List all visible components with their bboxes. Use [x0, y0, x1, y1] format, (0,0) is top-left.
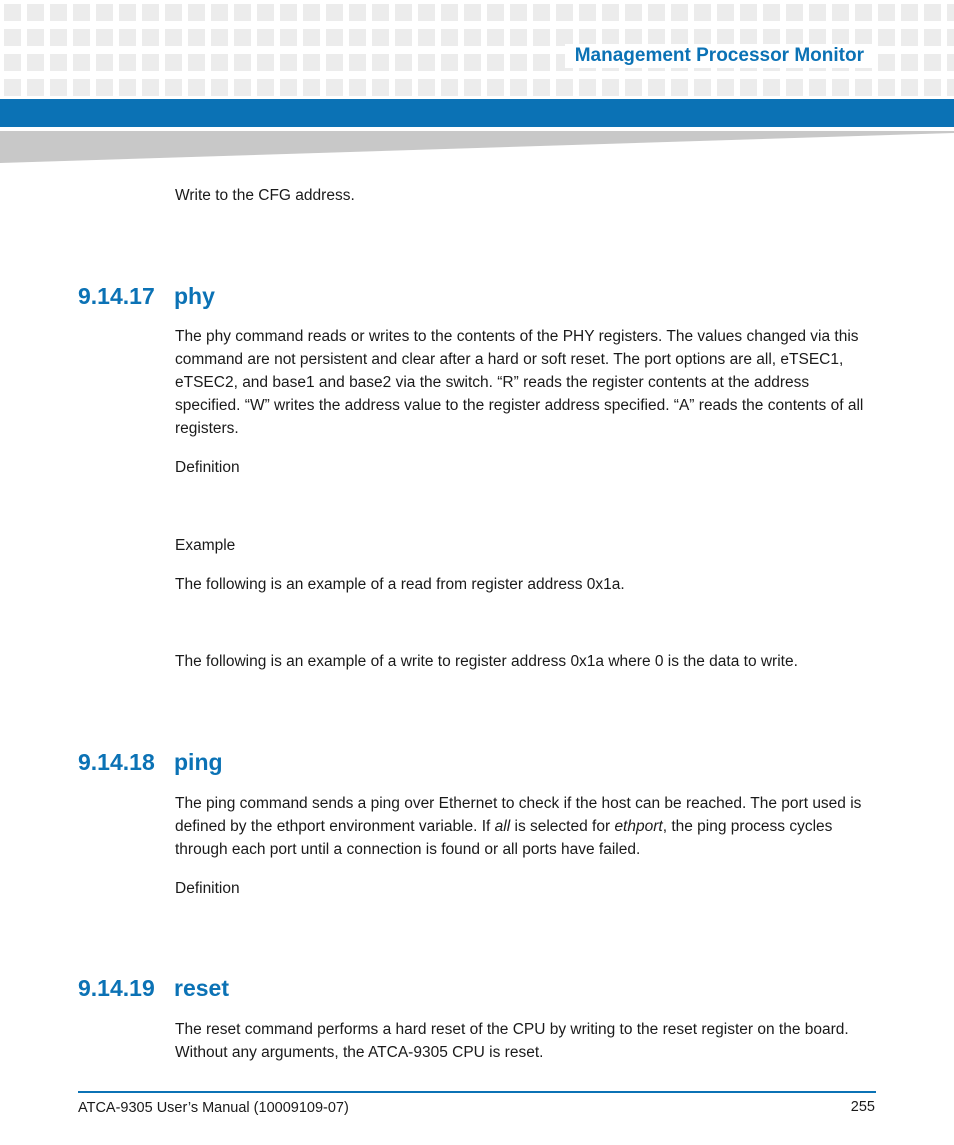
- running-header-title: Management Processor Monitor: [565, 44, 872, 68]
- footer-manual-title: ATCA-9305 User’s Manual (10009109-07): [78, 1100, 349, 1116]
- header-tile: [533, 4, 550, 21]
- header-tile: [832, 4, 849, 21]
- ping-description: [175, 792, 875, 861]
- header-tile: [579, 79, 596, 96]
- header-tile: [671, 4, 688, 21]
- header-tile: [73, 4, 90, 21]
- header-tile: [786, 79, 803, 96]
- header-tile: [947, 29, 954, 46]
- header-tile: [96, 29, 113, 46]
- header-tile: [73, 29, 90, 46]
- header-tile: [73, 54, 90, 71]
- header-tile: [326, 79, 343, 96]
- phy-example-write: The following is an example of a write to register address 0x1a where 0 is the data to write.: [175, 653, 798, 670]
- header-tile: [464, 79, 481, 96]
- header-tile: [119, 54, 136, 71]
- header-tile: [510, 79, 527, 96]
- footer-page-number: 255: [850, 1099, 875, 1115]
- header-tile: [441, 79, 458, 96]
- header-tile: [947, 54, 954, 71]
- header-tile: [878, 4, 895, 21]
- header-tile: [188, 4, 205, 21]
- header-tile: [510, 54, 527, 71]
- header-tile: [349, 54, 366, 71]
- header-tile: [50, 29, 67, 46]
- header-tile: [441, 4, 458, 21]
- header-tile: [27, 29, 44, 46]
- ping-italic-all: all: [494, 818, 511, 835]
- ping-italic-ethport: ethport: [614, 818, 663, 835]
- header-tile: [372, 29, 389, 46]
- header-tile: [809, 4, 826, 21]
- header-tile: [602, 4, 619, 21]
- section-heading-reset: [78, 974, 229, 1002]
- header-tile: [188, 79, 205, 96]
- header-tile: [441, 29, 458, 46]
- header-tile: [395, 4, 412, 21]
- header-tile: [165, 54, 182, 71]
- header-tile: [211, 4, 228, 21]
- header-tile: [832, 79, 849, 96]
- header-tile: [395, 29, 412, 46]
- header-tile: [855, 4, 872, 21]
- header-tile: [142, 29, 159, 46]
- header-tile: [372, 54, 389, 71]
- header-tile: [349, 79, 366, 96]
- header-tile: [372, 79, 389, 96]
- header-tile: [510, 4, 527, 21]
- header-tile: [4, 29, 21, 46]
- header-tile: [257, 54, 274, 71]
- header-tile: [924, 29, 941, 46]
- header-tile: [4, 79, 21, 96]
- header-tile: [556, 4, 573, 21]
- header-tile: [211, 54, 228, 71]
- header-tile: [234, 54, 251, 71]
- header-tile: [280, 54, 297, 71]
- header-tile: [142, 54, 159, 71]
- header-tile: [50, 54, 67, 71]
- header-tile: [211, 79, 228, 96]
- header-tile: [27, 54, 44, 71]
- header-tile: [349, 29, 366, 46]
- section-number: 9.14.17: [78, 283, 155, 309]
- phy-description: The phy command reads or writes to the contents of the PHY registers. The values changed via this command are not persistent and clear after a hard or soft reset. The port options are all, eTSEC1, eTSEC2, and base1 and base2 via the switch. “R” reads the register contents at the address specified. “W” writes the address value to the register address specified. “A” reads the contents of all registers.: [175, 328, 864, 437]
- header-tile: [234, 29, 251, 46]
- header-tile: [924, 54, 941, 71]
- header-tile: [326, 29, 343, 46]
- header-tile: [27, 4, 44, 21]
- header-tile: [878, 79, 895, 96]
- header-tile: [326, 54, 343, 71]
- header-tile: [257, 79, 274, 96]
- section-heading-phy: [78, 282, 215, 310]
- ping-text-1: The ping command sends a ping over Ethernet to check if the host can be reached. The port used is defined by the ethport environment variable. If: [175, 795, 862, 835]
- header-tile: [188, 54, 205, 71]
- header-tile: [280, 29, 297, 46]
- header-tile: [924, 4, 941, 21]
- header-tile: [119, 29, 136, 46]
- header-tile: [418, 4, 435, 21]
- header-tile: [625, 4, 642, 21]
- header-tile: [257, 29, 274, 46]
- header-tile: [119, 4, 136, 21]
- header-tile: [349, 4, 366, 21]
- header-tile: [901, 79, 918, 96]
- header-tile: [947, 4, 954, 21]
- phy-example-label: Example: [175, 537, 236, 554]
- header-tile: [441, 54, 458, 71]
- header-tile: [303, 54, 320, 71]
- header-tile: [73, 79, 90, 96]
- header-tile: [96, 54, 113, 71]
- header-tile: [855, 79, 872, 96]
- header-tile: [165, 4, 182, 21]
- header-tile: [947, 79, 954, 96]
- header-tile: [165, 29, 182, 46]
- section-title: phy: [174, 283, 215, 309]
- header-tile: [50, 79, 67, 96]
- header-tile: [464, 4, 481, 21]
- section-title: ping: [174, 749, 223, 775]
- header-tile: [671, 79, 688, 96]
- ping-definition-label: Definition: [175, 880, 240, 897]
- section-title: reset: [174, 975, 229, 1001]
- header-tile: [303, 4, 320, 21]
- header-tile: [809, 79, 826, 96]
- section-number: 9.14.18: [78, 749, 155, 775]
- header-tile: [487, 54, 504, 71]
- header-tile: [901, 4, 918, 21]
- header-tile: [717, 79, 734, 96]
- section-number: 9.14.19: [78, 975, 155, 1001]
- header-tile: [4, 4, 21, 21]
- header-tile: [234, 4, 251, 21]
- header-tile: [395, 79, 412, 96]
- header-tile: [4, 54, 21, 71]
- header-tile: [142, 4, 159, 21]
- header-tile: [165, 79, 182, 96]
- header-tile: [487, 29, 504, 46]
- header-tile: [533, 79, 550, 96]
- header-tile: [533, 29, 550, 46]
- phy-example-read: The following is an example of a read from register address 0x1a.: [175, 576, 625, 593]
- header-tile: [464, 54, 481, 71]
- header-tile: [717, 4, 734, 21]
- header-tile: [694, 4, 711, 21]
- header-tile: [211, 29, 228, 46]
- footer-rule: [78, 1091, 876, 1093]
- header-tile: [648, 79, 665, 96]
- phy-definition-label: Definition: [175, 459, 240, 476]
- header-tile: [487, 4, 504, 21]
- header-tile: [303, 29, 320, 46]
- header-tile: [510, 29, 527, 46]
- intro-paragraph: Write to the CFG address.: [175, 187, 355, 204]
- reset-description: The reset command performs a hard reset of the CPU by writing to the reset register on the board. Without any arguments, the ATCA-9305 CPU is reset.: [175, 1021, 849, 1061]
- header-tile: [142, 79, 159, 96]
- header-tile: [50, 4, 67, 21]
- header-tile: [533, 54, 550, 71]
- header-gray-wedge: [0, 131, 954, 163]
- header-tile: [786, 4, 803, 21]
- header-blue-bar: [0, 99, 954, 127]
- header-tile: [418, 54, 435, 71]
- header-tile: [648, 4, 665, 21]
- section-heading-ping: [78, 748, 223, 776]
- header-tile: [418, 29, 435, 46]
- header-tile: [740, 4, 757, 21]
- header-tile: [96, 4, 113, 21]
- header-tile: [96, 79, 113, 96]
- header-tile: [924, 79, 941, 96]
- header-tile: [372, 4, 389, 21]
- header-tile: [326, 4, 343, 21]
- header-tile: [234, 79, 251, 96]
- ping-text-2: is selected for: [510, 818, 615, 835]
- header-tile: [188, 29, 205, 46]
- header-tile: [280, 79, 297, 96]
- header-tile: [418, 79, 435, 96]
- header-tile: [878, 54, 895, 71]
- header-tile: [579, 4, 596, 21]
- header-tile: [395, 54, 412, 71]
- header-tile: [625, 79, 642, 96]
- header-tile: [464, 29, 481, 46]
- header-tile: [901, 29, 918, 46]
- header-tile: [602, 79, 619, 96]
- header-tile: [694, 79, 711, 96]
- header-tile: [740, 79, 757, 96]
- header-tile: [27, 79, 44, 96]
- header-tile: [119, 79, 136, 96]
- header-tile: [763, 4, 780, 21]
- header-tile: [280, 4, 297, 21]
- header-tile: [556, 79, 573, 96]
- header-tile: [763, 79, 780, 96]
- header-tile: [303, 79, 320, 96]
- header-tile: [487, 79, 504, 96]
- header-tile: [878, 29, 895, 46]
- header-tile: [901, 54, 918, 71]
- header-tile: [257, 4, 274, 21]
- ping-text-3: , the ping process cycles through each port until a connection is found or all ports have failed.: [175, 818, 833, 858]
